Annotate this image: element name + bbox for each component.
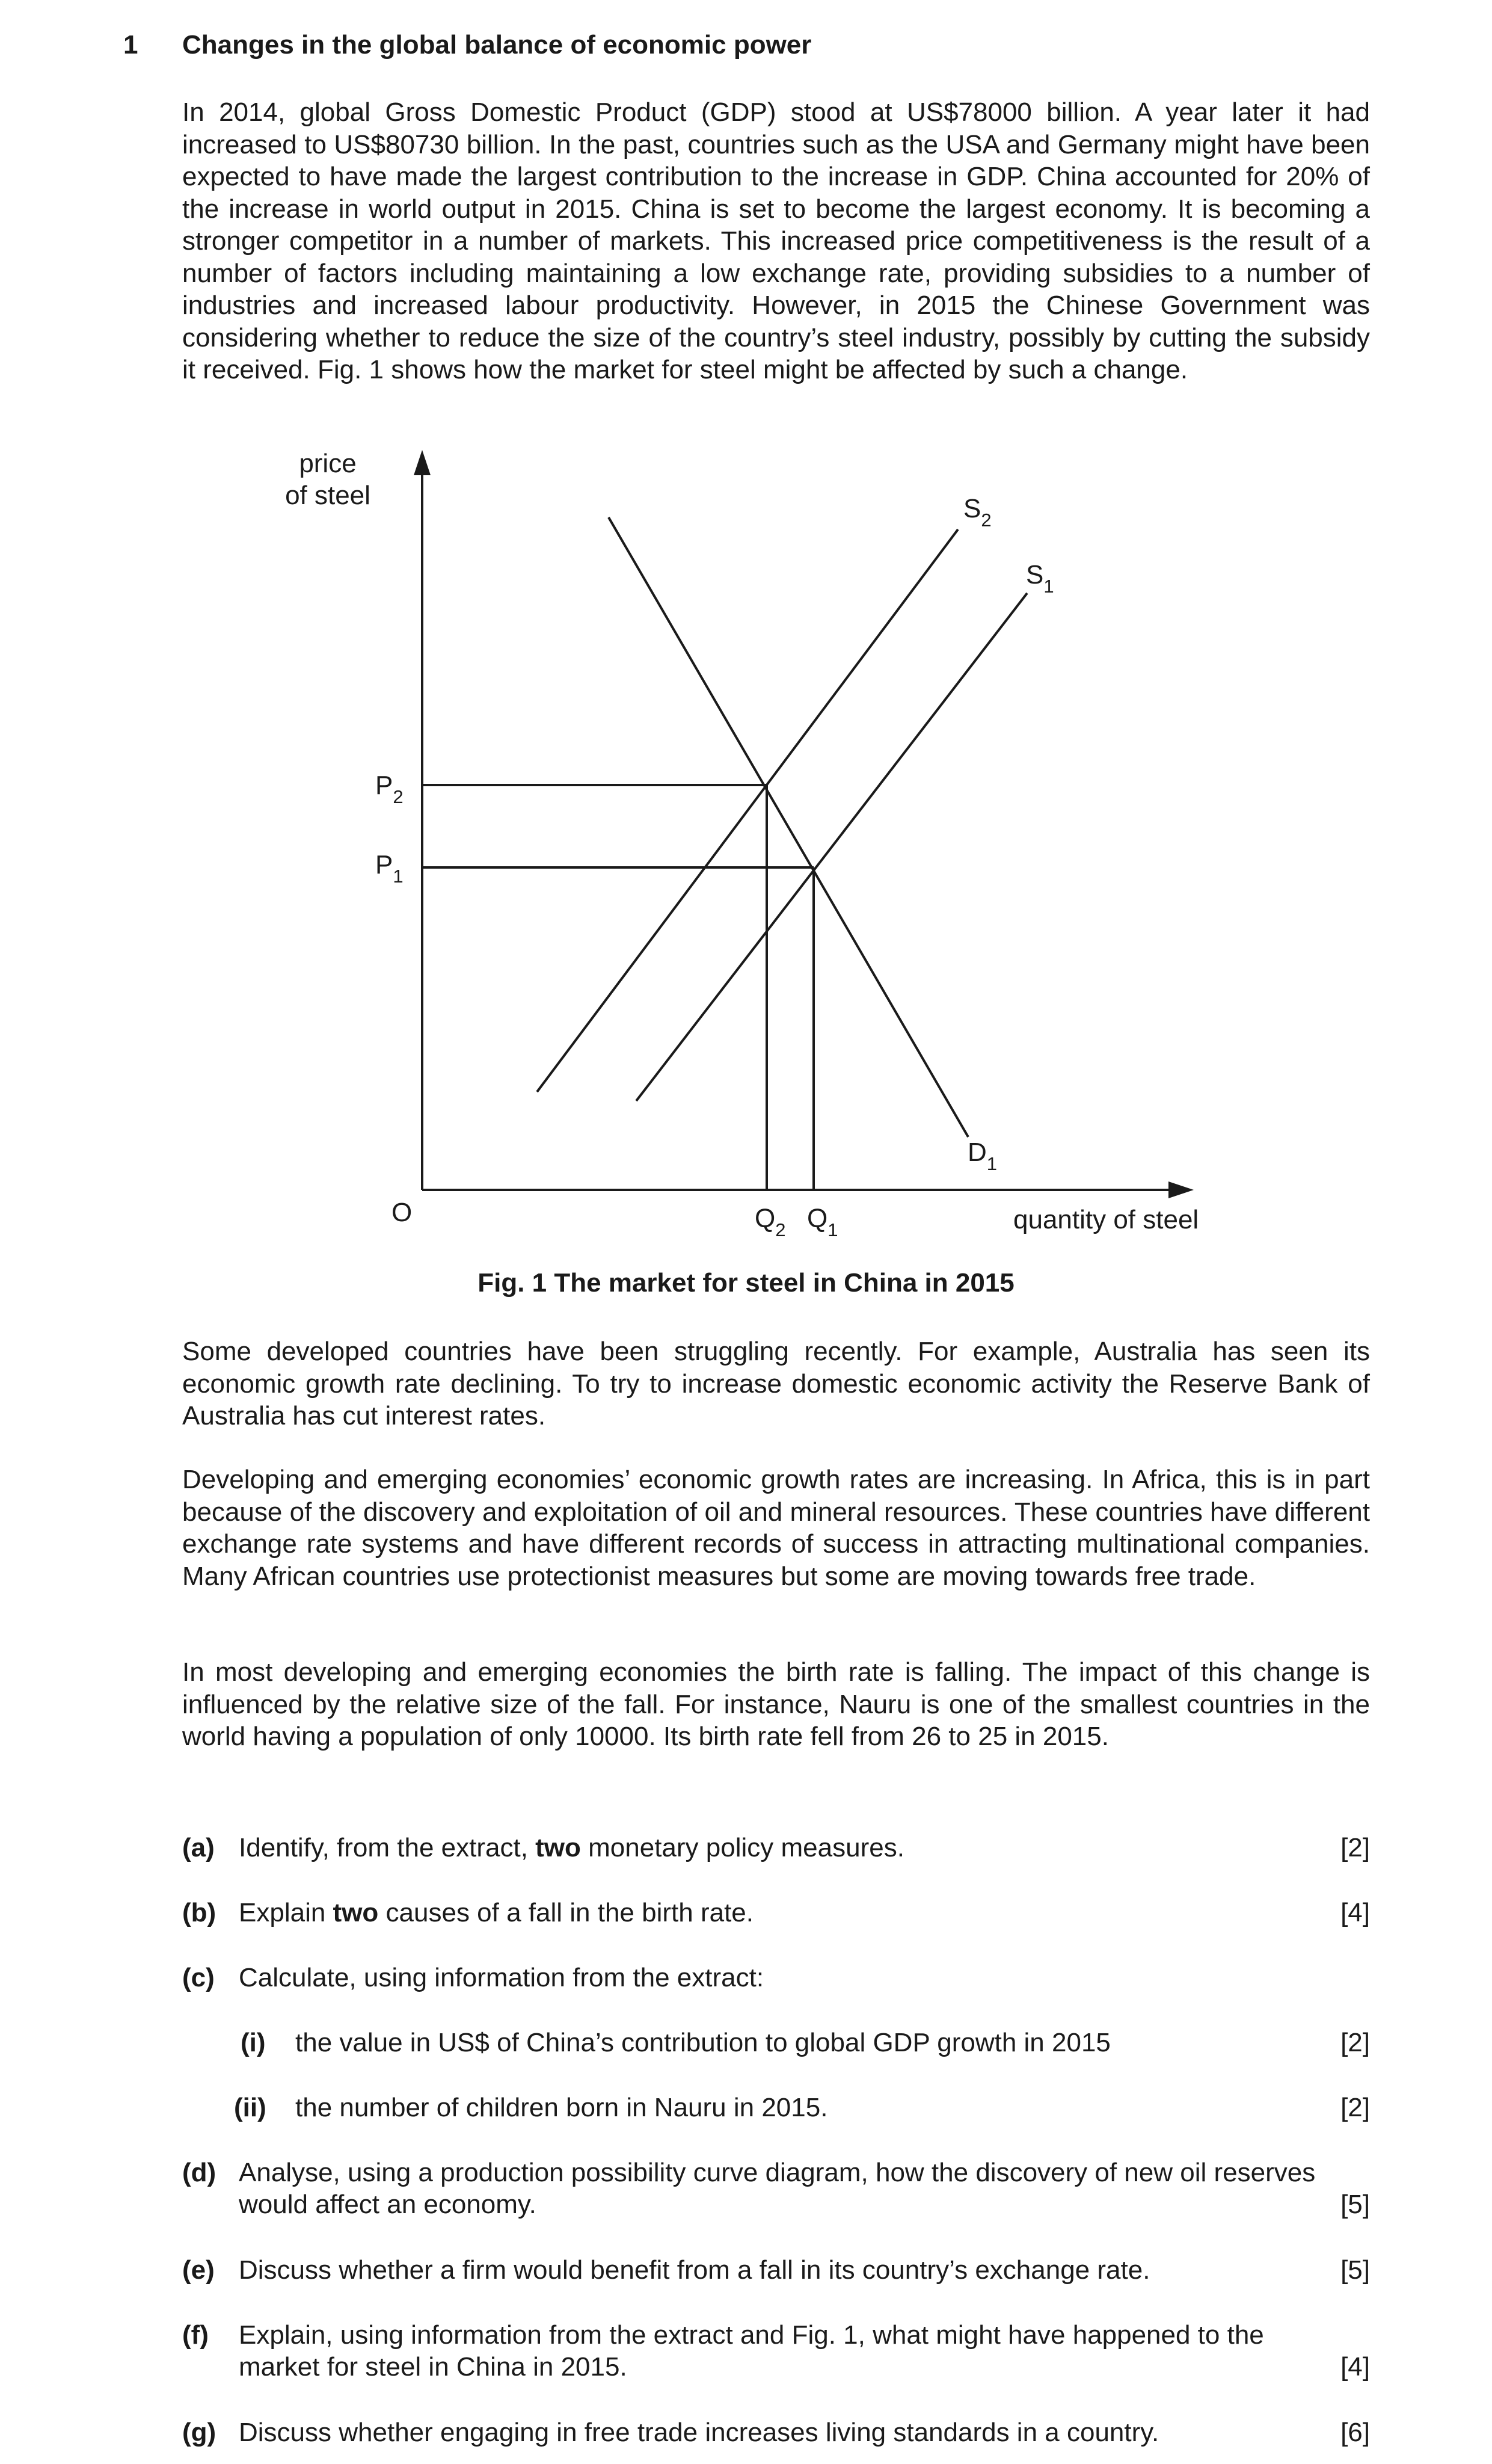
y-axis-arrowhead xyxy=(414,450,431,475)
y-axis-label-line1: price xyxy=(299,449,357,478)
marks: [4] xyxy=(1340,2352,1370,2382)
subquestion-text: Identify, from the extract, two monetary policy measures. xyxy=(239,1833,904,1862)
subquestion-text-line2: market for steel in China in 2015. xyxy=(239,2352,627,2382)
supply-curve-s1 xyxy=(636,593,1027,1101)
label-p1: $P_1$ xyxy=(375,850,404,887)
extract-paragraph-3: Developing and emerging economies’ economic growth rates are increasing. In Africa, this is in part because of the discovery and exploitation of oil and mineral resources. These countries have different exchange rate systems and have different records of success in attracting multinational companies. Many African countries use protectionist measures but some are moving towards free trade. xyxy=(182,1465,1370,1591)
extract-paragraph-2: Some developed countries have been struggling recently. For example, Australia has seen its economic growth rate declining. To try to increase domestic economic activity the Reserve Bank of Australia has cut interest rates. xyxy=(182,1337,1370,1431)
marks: [5] xyxy=(1340,2190,1370,2219)
subquestion-text: Discuss whether a firm would benefit from a fall in its country’s exchange rate. xyxy=(239,2255,1150,2285)
label-s2: $S_2$ xyxy=(963,494,992,531)
marks: [6] xyxy=(1340,2418,1370,2447)
demand-curve-d1 xyxy=(609,517,968,1137)
subquestion-d xyxy=(0,2157,1492,2220)
subquestion-f xyxy=(0,2319,1492,2383)
supply-curve-s2 xyxy=(537,529,958,1092)
subquestion-text-line2: would affect an economy. xyxy=(239,2190,536,2219)
subquestion-label: (e) xyxy=(182,2255,215,2285)
x-axis-arrowhead xyxy=(1168,1181,1194,1198)
subquestion-label: (b) xyxy=(182,1898,216,1927)
subquestion-label: (d) xyxy=(182,2158,216,2187)
marks: [5] xyxy=(1340,2255,1370,2285)
origin-label: O xyxy=(391,1198,413,1227)
subquestion-label: (ii) xyxy=(234,2093,266,2122)
label-s1: $S_1$ xyxy=(1026,560,1054,597)
subquestion-label: (g) xyxy=(182,2418,216,2447)
subquestion-label: (f) xyxy=(182,2320,209,2350)
subquestion-text: the number of children born in Nauru in 2015. xyxy=(295,2093,828,2122)
label-q1: $Q_1$ xyxy=(807,1204,838,1240)
marks: [2] xyxy=(1340,1833,1370,1862)
marks: [2] xyxy=(1340,2093,1370,2122)
extract-paragraph-1: In 2014, global Gross Domestic Product (GDP) stood at US$78000 billion. A year later it had increased to US$80730 billion. In the past, countries such as the USA and Germany might have been expected to have made the largest contribution to the increase in GDP. China accounted for 20% of the increase in world output in 2015. China is set to become the largest economy. It is becoming a stronger competitor in a number of markets. This increased price competitiveness is the result of a number of factors including maintaining a low exchange rate, providing subsidies to a number of industries and increased labour productivity. However, in 2015 the Chinese Government was considering whether to reduce the size of the country’s steel industry, possibly by cutting the subsidy it received. Fig. 1 shows how the market for steel might be affected by such a change. xyxy=(182,97,1370,384)
x-axis-label: quantity of steel xyxy=(1013,1205,1199,1234)
marks: [4] xyxy=(1340,1898,1370,1927)
label-d1: $D_1$ xyxy=(968,1138,998,1174)
label-p2: $P_2$ xyxy=(375,771,404,807)
subquestion-text-line1: Analyse, using a production possibility curve diagram, how the discovery of new oil reserves xyxy=(239,2158,1316,2187)
y-axis-label-line2: of steel xyxy=(285,481,370,510)
subquestion-text-line1: Explain, using information from the extract and Fig. 1, what might have happened to the xyxy=(239,2320,1264,2350)
subquestion-label: (c) xyxy=(182,1963,215,1992)
question-title: Changes in the global balance of economic power xyxy=(182,30,812,60)
label-q2: $Q_2$ xyxy=(755,1204,786,1240)
subquestion-label: (a) xyxy=(182,1833,215,1862)
extract-paragraph-4: In most developing and emerging economies the birth rate is falling. The impact of this change is influenced by the relative size of the fall. For instance, Nauru is one of the smallest countries in the world having a population of only 10000. Its birth rate fell from 26 to 25 in 2015. xyxy=(182,1657,1370,1751)
marks: [2] xyxy=(1340,2028,1370,2057)
subquestion-text: Discuss whether engaging in free trade increases living standards in a country. xyxy=(239,2418,1159,2447)
question-number: 1 xyxy=(123,30,138,60)
figure-caption: Fig. 1 The market for steel in China in 2015 xyxy=(477,1268,1015,1298)
subquestion-text: Explain two causes of a fall in the birth rate. xyxy=(239,1898,754,1927)
subquestion-label: (i) xyxy=(241,2028,266,2057)
subquestion-text: Calculate, using information from the extract: xyxy=(239,1963,764,1992)
subquestion-text: the value in US$ of China’s contribution to global GDP growth in 2015 xyxy=(295,2028,1111,2057)
